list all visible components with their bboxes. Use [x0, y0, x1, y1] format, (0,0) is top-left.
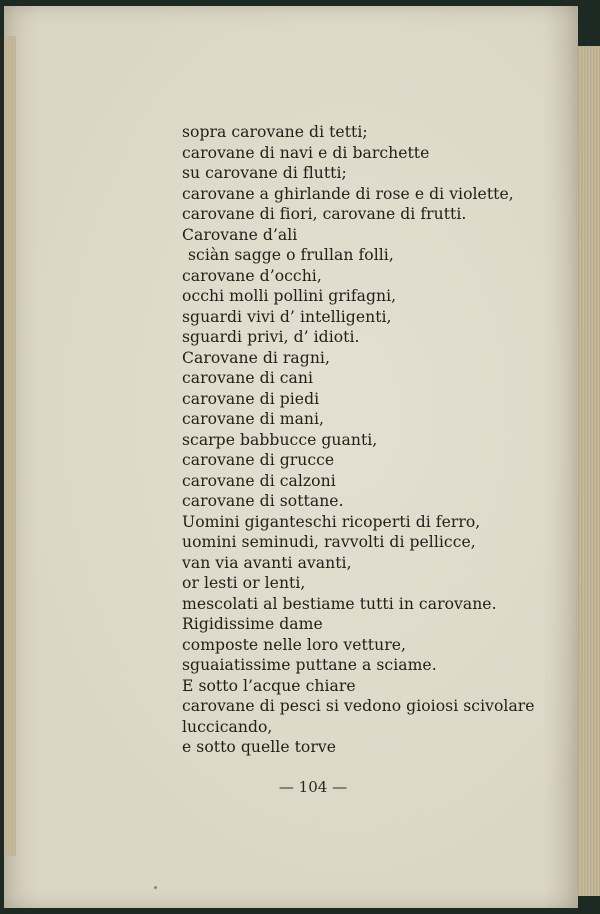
poem-line: E sotto l’acque chiare: [182, 676, 356, 695]
poem-line: e sotto quelle torve: [182, 738, 337, 756]
poem-line: sguardi privi, d’ idioti.: [182, 328, 360, 346]
poem-line: carovane di grucce: [182, 451, 335, 469]
poem-line: Uomini giganteschi ricoperti di ferro,: [182, 512, 481, 531]
poem-line: su carovane di flutti;: [182, 164, 347, 182]
paper-speck: [154, 886, 157, 889]
poem-line: Rigidissime dame: [182, 615, 323, 633]
poem-line: sopra carovane di tetti;: [182, 123, 368, 141]
poem-line: carovane di mani,: [182, 410, 325, 428]
book-page: [4, 6, 578, 908]
poem-line: carovane di cani: [182, 369, 313, 387]
poem-line: sguardi vivi d’ intelligenti,: [182, 307, 392, 326]
poem-line: Carovane di ragni,: [182, 348, 330, 367]
poem-line: composte nelle loro vetture,: [182, 635, 406, 654]
poem-line: or lesti or lenti,: [182, 574, 306, 592]
poem-line: carovane di fiori, carovane di frutti.: [182, 205, 467, 223]
poem-line: mescolati al bestiame tutti in carovane.: [182, 594, 497, 613]
poem-line: occhi molli pollini grifagni,: [182, 287, 397, 305]
poem-line: carovane d’occhi,: [182, 266, 322, 285]
poem-line: van via avanti avanti,: [182, 553, 352, 572]
poem-line: sciàn sagge o frullan folli,: [188, 246, 394, 264]
poem-text: [182, 122, 535, 758]
poem-line: carovane di pesci si vedono gioiosi scivolare: [182, 697, 535, 715]
poem-line: sguaiatissime puttane a sciame.: [182, 656, 437, 674]
poem-line: carovane di calzoni: [182, 471, 336, 490]
poem-line: carovane a ghirlande di rose e di violette,: [182, 184, 514, 203]
poem-line: luccicando,: [182, 717, 273, 736]
binding-edge: [4, 36, 16, 856]
page-number: — 104 —: [278, 778, 348, 796]
poem-line: uomini seminudi, ravvolti di pellicce,: [182, 533, 476, 551]
poem-line: carovane di piedi: [182, 389, 320, 408]
poem-line: carovane di navi e di barchette: [182, 143, 430, 162]
page-edges: [578, 46, 600, 896]
poem-line: carovane di sottane.: [182, 492, 344, 510]
poem-line: Carovane d’ali: [182, 225, 298, 244]
poem-line: scarpe babbucce guanti,: [182, 430, 378, 449]
